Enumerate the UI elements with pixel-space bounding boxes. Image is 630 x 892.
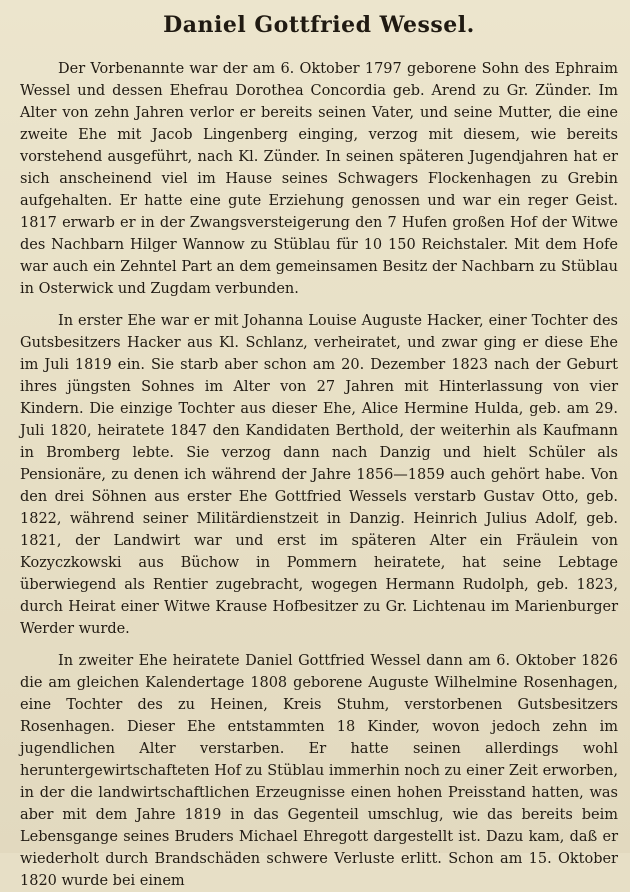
paragraph-3: In zweiter Ehe heiratete Daniel Gottfried Wessel dann am 6. Oktober 1826 die am gleichen Kalendertage 1808 geborene Auguste Wilhelmine Rosenhagen, eine Tochter des zu Heinen, Kreis Stuhm, verstorbenen Gutsbesitzers Rosenhagen. Dieser Ehe entstammten 18 Kinder, wovon jedoch zehn im jugendlichen Alter verstarben. Er hatte seinen allerdings wohl heruntergewirtschafteten Hof zu Stüblau immerhin noch zu einer Zeit erworben, in der die landwirtschaftlichen Erzeugnisse einen hohen Preisstand hatten, was aber mit dem Jahre 1819 in das Gegenteil umschlug, wie das bereits beim Lebensgange seines Bruders Michael Ehregott dargestellt ist. Dazu kam, daß er wiederholt durch Brandschäden schwere Verluste erlitt. Schon am 15. Oktober 1820 wurde bei einem <box>20 653 618 890</box>
document-title: Daniel Gottfried Wessel. <box>163 12 475 38</box>
paragraph-1: Der Vorbenannte war der am 6. Oktober 1797 geborene Sohn des Ephraim Wessel und dessen Ehefrau Dorothea Concordia geb. Arend zu Gr. Zünder. Im Alter von zehn Jahren verlor er bereits seinen Vater, und seine Mutter, die eine zweite Ehe mit Jacob Lingenberg einging, verzog mit diesem, wie bereits vorstehend ausgeführt, nach Kl. Zünder. In seinen späteren Jugendjahren hat er sich anscheinend viel im Hause seines Schwagers Flockenhagen zu Grebin aufgehalten. Er hatte eine gute Erziehung genossen und war ein reger Geist. 1817 erwarb er in der Zwangsversteigerung den 7 Hufen großen Hof der Witwe des Nachbarn Hilger Wannow zu Stüblau für 10 150 Reichstaler. Mit dem Hofe war auch ein Zehntel Part an dem gemeinsamen Besitz der Nachbarn zu Stüblau in Osterwick und Zugdam verbunden. <box>20 61 618 298</box>
paragraph-2: In erster Ehe war er mit Johanna Louise Auguste Hacker, einer Tochter des Gutsbesitzers Hacker aus Kl. Schlanz, verheiratet, und zwar ging er diese Ehe im Juli 1819 ein. Sie starb aber schon am 20. Dezember 1823 nach der Geburt ihres jüngsten Sohnes im Alter von 27 Jahren mit Hinterlassung von vier Kindern. Die einzige Tochter aus dieser Ehe, Alice Hermine Hulda, geb. am 29. Juli 1820, heiratete 1847 den Kandidaten Berthold, der weiterhin als Kaufmann in Bromberg lebte. Sie verzog dann nach Danzig und hielt Schüler als Pensionäre, zu denen ich während der Jahre 1856—1859 auch gehört habe. Von den drei Söhnen aus erster Ehe Gottfried Wessels verstarb Gustav Otto, geb. 1822, während seiner Militärdienstzeit in Danzig. Heinrich Julius Adolf, geb. 1821, der Landwirt war und erst im späteren Alter ein Fräulein von Kozyczkowski aus Büchow in Pommern heiratete, hat seine Lebtage überwiegend als Rentier zugebracht, wogegen Hermann Rudolph, geb. 1823, durch Heirat einer Witwe Krause Hofbesitzer zu Gr. Lichtenau im Marienburger Werder wurde. <box>20 313 618 638</box>
